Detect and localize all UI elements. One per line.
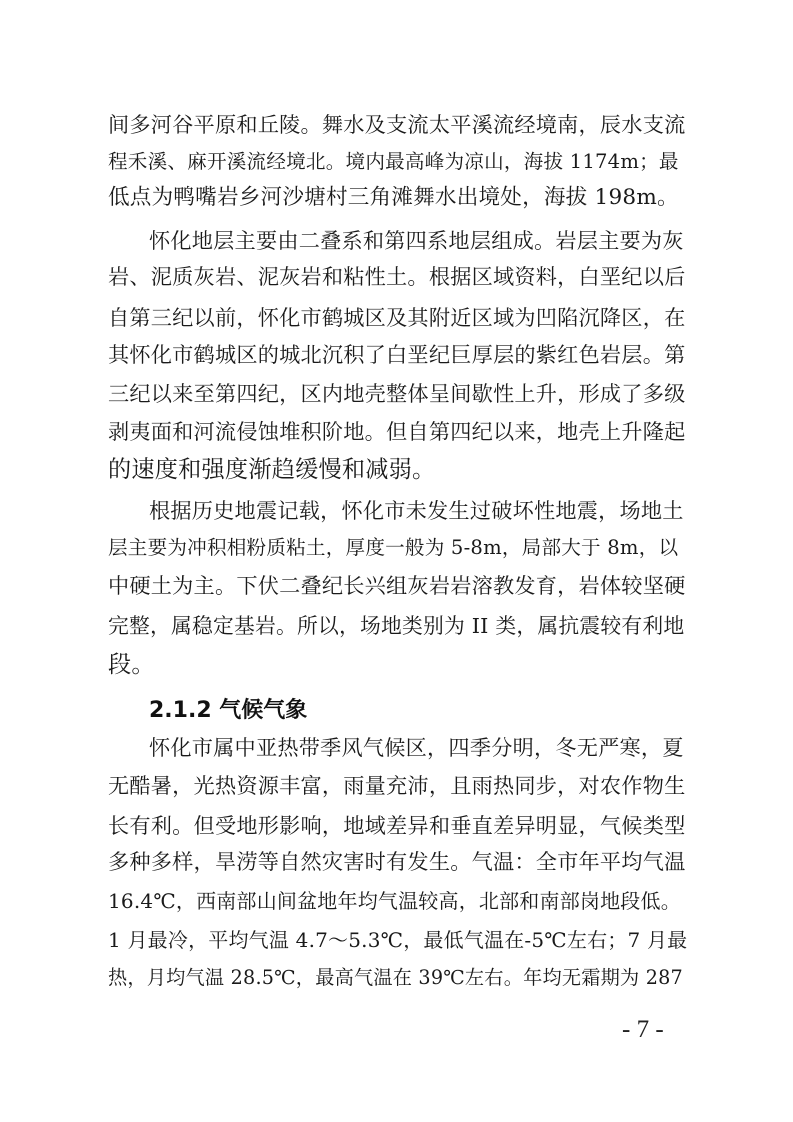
text-line: 完整，属稳定基岩。所以，场地类别为 II 类，属抗震较有利地 — [108, 614, 685, 638]
text-line: 长有利。但受地形影响，地域差异和垂直差异明显，气候类型 — [108, 813, 686, 838]
text-line: 根据历史地震记载，怀化市未发生过破坏性地震，场地土 — [149, 498, 684, 523]
text-line: 中硬土为主。下伏二叠纪长兴组灰岩岩溶教发育，岩体较坚硬 — [108, 573, 686, 598]
section-heading: 2.1.2 气候气象 — [149, 698, 308, 723]
text-line: 段。 — [108, 651, 155, 678]
text-line: 的速度和强度渐趋缓慢和减弱。 — [108, 456, 436, 483]
text-line: 1 月最冷，平均气温 4.7～5.3℃，最低气温在-5℃左右；7 月最 — [108, 928, 688, 952]
text-line: 层主要为冲积相粉质粘土，厚度一般为 5-8m，局部大于 8m，以 — [108, 536, 679, 559]
text-line: 怀化市属中亚热带季风气候区，四季分明，冬无严寒，夏 — [149, 735, 684, 760]
text-line: 无酷暑，光热资源丰富，雨量充沛，且雨热同步，对农作物生 — [108, 773, 686, 798]
page-number: - 7 - — [622, 1016, 664, 1043]
text-line: 剥夷面和河流侵蚀堆积阶地。但自第四纪以来，地壳上升隆起 — [108, 419, 686, 444]
text-line: 三纪以来至第四纪，区内地壳整体呈间歇性上升，形成了多级 — [108, 381, 686, 406]
text-line: 低点为鸭嘴岩乡河沙塘村三角滩舞水出境处，海拔 198m。 — [108, 185, 679, 210]
text-line: 其怀化市鹤城区的城北沉积了白垩纪巨厚层的紫红色岩层。第 — [108, 342, 686, 367]
text-line: 多种多样，旱涝等自然灾害时有发生。气温：全市年平均气温 — [108, 849, 686, 874]
text-line: 岩、泥质灰岩、泥灰岩和粘性土。根据区域资料，白垩纪以后 — [108, 264, 686, 289]
text-line: 16.4℃，西南部山间盆地年均气温较高，北部和南部岗地段低。 — [108, 889, 681, 913]
text-line: 间多河谷平原和丘陵。舞水及支流太平溪流经境南，辰水支流 — [108, 112, 686, 137]
text-line: 自第三纪以前，怀化市鹤城区及其附近区域为凹陷沉降区，在 — [108, 305, 686, 330]
text-line: 热，月均气温 28.5℃，最高气温在 39℃左右。年均无霜期为 287 — [108, 966, 683, 989]
text-line: 程禾溪、麻开溪流经境北。境内最高峰为凉山，海拔 1174m；最 — [108, 150, 679, 173]
text-line: 怀化地层主要由二叠系和第四系地层组成。岩层主要为灰 — [149, 228, 684, 253]
